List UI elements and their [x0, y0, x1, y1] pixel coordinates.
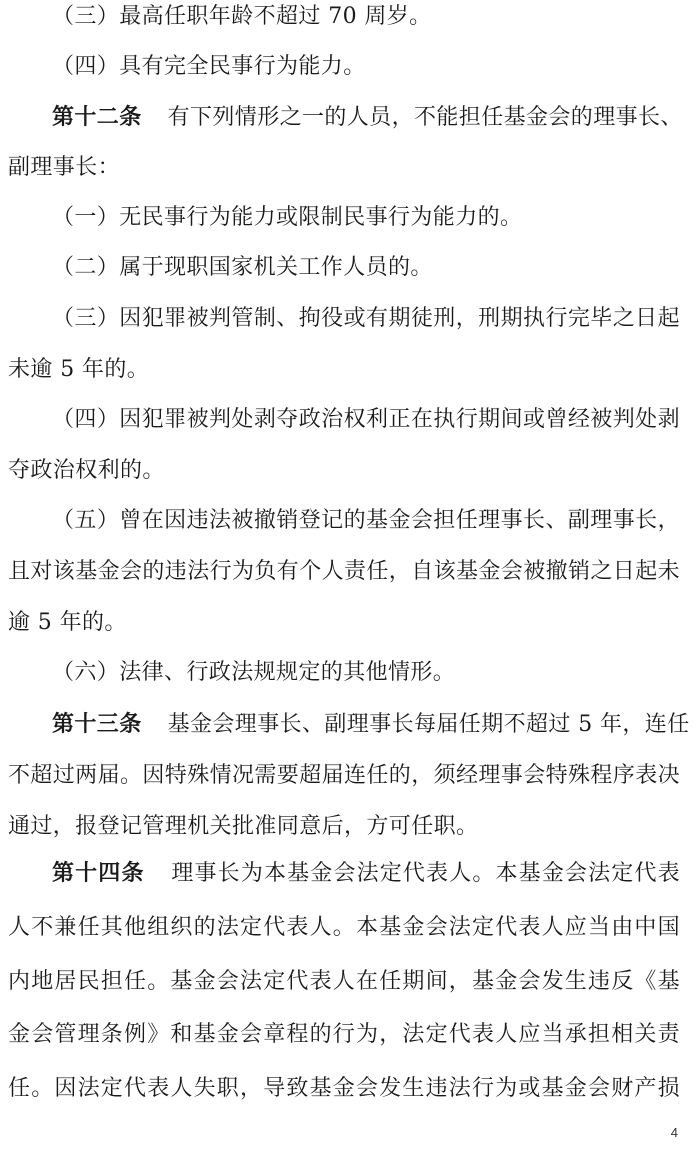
text-line: 内地居民担任。基金会法定代表人在任期间，基金会发生违反《基 — [8, 969, 680, 994]
text-line: （一）无民事行为能力或限制民事行为能力的。 — [52, 205, 523, 230]
article-text: 基金会理事长、副理事长每届任期不超过 5 年，连任 — [167, 712, 690, 737]
text-line: 任。因法定代表人失职，导致基金会发生违法行为或基金会财产损 — [8, 1076, 680, 1101]
text-line: 副理事长： — [8, 155, 121, 180]
text-line: （三）因犯罪被判管制、拘役或有期徒刑，刑期执行完毕之日起 — [52, 306, 680, 331]
text-line: 人不兼任其他组织的法定代表人。本基金会法定代表人应当由中国 — [8, 915, 680, 940]
text-line: 通过，报登记管理机关批准同意后，方可任职。 — [8, 814, 479, 839]
text-line: 金会管理条例》和基金会章程的行为，法定代表人应当承担相关责 — [8, 1022, 680, 1047]
article-13-heading-line — [0, 710, 690, 740]
text-line: （四）因犯罪被判处剥夺政治权利正在执行期间或曾经被判处剥 — [52, 407, 680, 432]
article-12-heading-line — [0, 103, 683, 133]
article-number: 第十四条 — [52, 861, 145, 886]
text-line: （五）曾在因违法被撤销登记的基金会担任理事长、副理事长， — [52, 508, 680, 533]
article-number: 第十二条 — [52, 105, 142, 130]
article-14-heading-line — [0, 859, 680, 889]
text-line: （二）属于现职国家机关工作人员的。 — [52, 255, 433, 280]
text-line: 且对该基金会的违法行为负有个人责任，自该基金会被撤销之日起未 — [8, 559, 681, 584]
text-line: （三）最高任职年龄不超过 70 周岁。 — [52, 4, 432, 29]
text-line: 夺政治权利的。 — [8, 458, 165, 483]
text-line: 未逾 5 年的。 — [8, 357, 150, 382]
article-number: 第十三条 — [52, 712, 142, 737]
text-line: （六）法律、行政法规规定的其他情形。 — [52, 660, 456, 685]
text-line: 不超过两届。因特殊情况需要超届连任的，须经理事会特殊程序表决 — [8, 763, 681, 788]
text-line: 逾 5 年的。 — [8, 610, 127, 635]
article-text: 理事长为本基金会法定代表人。本基金会法定代表 — [170, 861, 680, 886]
article-text: 有下列情形之一的人员，不能担任基金会的理事长、 — [167, 105, 683, 130]
page-number: 4 — [670, 1125, 678, 1140]
text-line: （四）具有完全民事行为能力。 — [52, 54, 366, 79]
